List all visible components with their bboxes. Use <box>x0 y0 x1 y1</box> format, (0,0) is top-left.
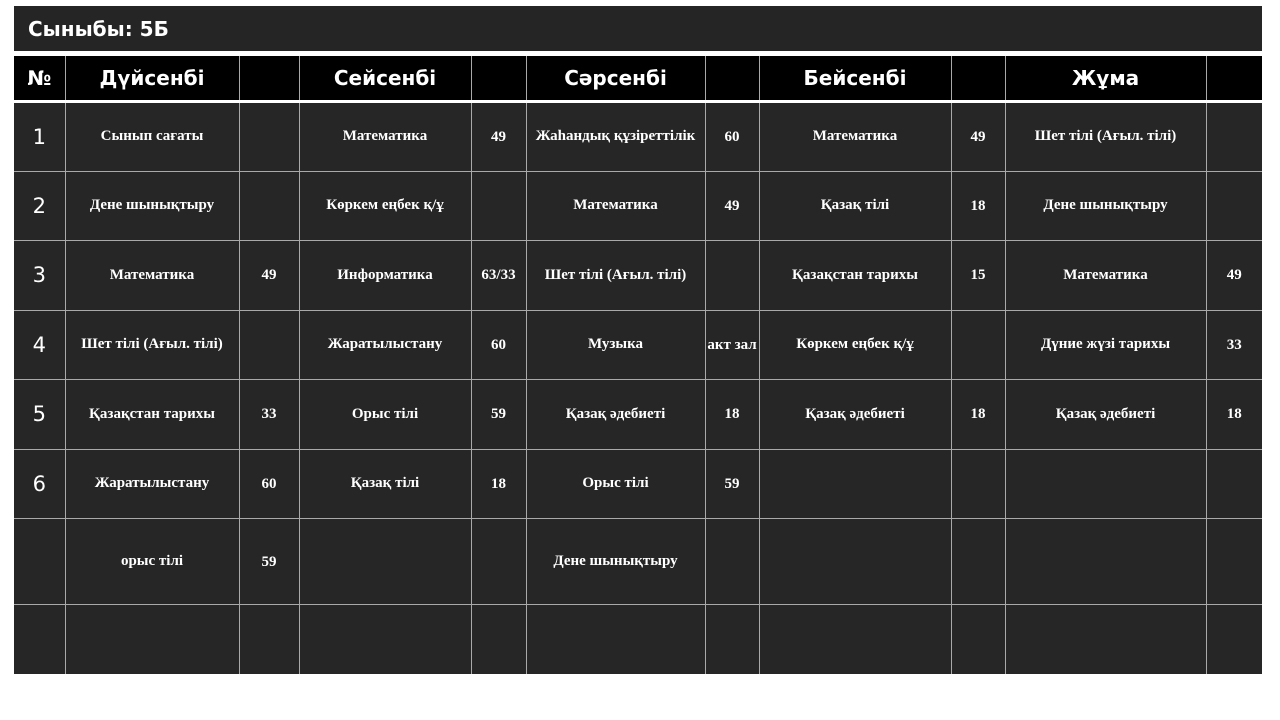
room-cell: 18 <box>705 380 759 450</box>
subject-cell: Дене шынықтыру <box>1005 171 1206 241</box>
room-cell: 49 <box>471 102 526 172</box>
room-cell: 63/33 <box>471 241 526 311</box>
subject-cell: Шет тілі (Ағыл. тілі) <box>65 310 239 380</box>
lesson-number: 1 <box>14 102 65 172</box>
lesson-number: 5 <box>14 380 65 450</box>
table-row <box>14 241 1262 311</box>
room-cell <box>1206 449 1262 519</box>
table-row <box>14 102 1262 172</box>
room-cell <box>951 449 1005 519</box>
room-cell: 49 <box>951 102 1005 172</box>
room-cell: 49 <box>1206 241 1262 311</box>
subject-cell: Математика <box>299 102 471 172</box>
header-day-tuesday: Сейсенбі <box>299 56 471 102</box>
subject-cell <box>1005 449 1206 519</box>
room-cell: 33 <box>239 380 299 450</box>
header-day-wednesday: Сәрсенбі <box>526 56 705 102</box>
room-cell: 49 <box>705 171 759 241</box>
header-room-wednesday <box>705 56 759 102</box>
subject-cell: Қазақ әдебиеті <box>1005 380 1206 450</box>
header-day-thursday: Бейсенбі <box>759 56 951 102</box>
subject-cell: Қазақстан тарихы <box>759 241 951 311</box>
subject-cell: Математика <box>1005 241 1206 311</box>
subject-cell: Дүние жүзі тарихы <box>1005 310 1206 380</box>
subject-cell <box>526 605 705 674</box>
subject-cell <box>759 605 951 674</box>
table-row <box>14 380 1262 450</box>
room-cell <box>471 519 526 605</box>
subject-cell: Көркем еңбек қ/ұ <box>299 171 471 241</box>
class-title: Сыныбы: 5Б <box>14 6 1262 51</box>
subject-cell: Сынып сағаты <box>65 102 239 172</box>
header-day-friday: Жұма <box>1005 56 1206 102</box>
subject-cell <box>759 519 951 605</box>
lesson-number <box>14 605 65 674</box>
lesson-number: 2 <box>14 171 65 241</box>
table-row <box>14 310 1262 380</box>
subject-cell <box>299 605 471 674</box>
subject-cell: Орыс тілі <box>526 449 705 519</box>
header-day-monday: Дүйсенбі <box>65 56 239 102</box>
room-cell <box>951 605 1005 674</box>
subject-cell: Жаратылыстану <box>299 310 471 380</box>
room-cell <box>1206 171 1262 241</box>
subject-cell: Информатика <box>299 241 471 311</box>
header-row <box>14 56 1262 102</box>
room-cell <box>239 310 299 380</box>
header-room-friday <box>1206 56 1262 102</box>
lesson-number <box>14 519 65 605</box>
subject-cell: Дене шынықтыру <box>526 519 705 605</box>
subject-cell: Қазақстан тарихы <box>65 380 239 450</box>
subject-cell: Шет тілі (Ағыл. тілі) <box>1005 102 1206 172</box>
subject-cell: Жаһандық құзіреттілік <box>526 102 705 172</box>
room-cell: 59 <box>471 380 526 450</box>
subject-cell: Дене шынықтыру <box>65 171 239 241</box>
subject-cell: Орыс тілі <box>299 380 471 450</box>
room-cell <box>705 519 759 605</box>
header-room-thursday <box>951 56 1005 102</box>
room-cell: 18 <box>951 380 1005 450</box>
room-cell <box>951 519 1005 605</box>
room-cell <box>951 310 1005 380</box>
header-room-monday <box>239 56 299 102</box>
subject-cell: Математика <box>65 241 239 311</box>
subject-cell <box>759 449 951 519</box>
subject-cell: Қазақ тілі <box>299 449 471 519</box>
subject-cell: Қазақ тілі <box>759 171 951 241</box>
room-cell <box>471 605 526 674</box>
schedule-table <box>14 56 1262 674</box>
subject-cell: Музыка <box>526 310 705 380</box>
table-row <box>14 171 1262 241</box>
subject-cell: Қазақ әдебиеті <box>759 380 951 450</box>
subject-cell: Математика <box>759 102 951 172</box>
room-cell <box>1206 519 1262 605</box>
subject-cell <box>1005 605 1206 674</box>
subject-cell <box>65 605 239 674</box>
room-cell: 60 <box>705 102 759 172</box>
room-cell: акт зал <box>705 310 759 380</box>
room-cell: 60 <box>471 310 526 380</box>
room-cell <box>1206 102 1262 172</box>
subject-cell: Көркем еңбек қ/ұ <box>759 310 951 380</box>
room-cell <box>1206 605 1262 674</box>
room-cell: 49 <box>239 241 299 311</box>
table-row <box>14 519 1262 605</box>
room-cell <box>239 102 299 172</box>
lesson-number: 3 <box>14 241 65 311</box>
room-cell <box>239 605 299 674</box>
room-cell: 60 <box>239 449 299 519</box>
room-cell <box>705 241 759 311</box>
room-cell: 15 <box>951 241 1005 311</box>
subject-cell: Жаратылыстану <box>65 449 239 519</box>
room-cell <box>471 171 526 241</box>
subject-cell: Шет тілі (Ағыл. тілі) <box>526 241 705 311</box>
subject-cell: Қазақ әдебиеті <box>526 380 705 450</box>
room-cell <box>239 171 299 241</box>
room-cell: 18 <box>951 171 1005 241</box>
room-cell <box>705 605 759 674</box>
table-row <box>14 605 1262 674</box>
subject-cell <box>299 519 471 605</box>
header-number: № <box>14 56 65 102</box>
room-cell: 18 <box>1206 380 1262 450</box>
header-room-tuesday <box>471 56 526 102</box>
lesson-number: 4 <box>14 310 65 380</box>
schedule-body <box>14 102 1262 674</box>
subject-cell <box>1005 519 1206 605</box>
room-cell: 59 <box>239 519 299 605</box>
lesson-number: 6 <box>14 449 65 519</box>
room-cell: 33 <box>1206 310 1262 380</box>
subject-cell: орыс тілі <box>65 519 239 605</box>
table-row <box>14 449 1262 519</box>
room-cell: 18 <box>471 449 526 519</box>
room-cell: 59 <box>705 449 759 519</box>
subject-cell: Математика <box>526 171 705 241</box>
